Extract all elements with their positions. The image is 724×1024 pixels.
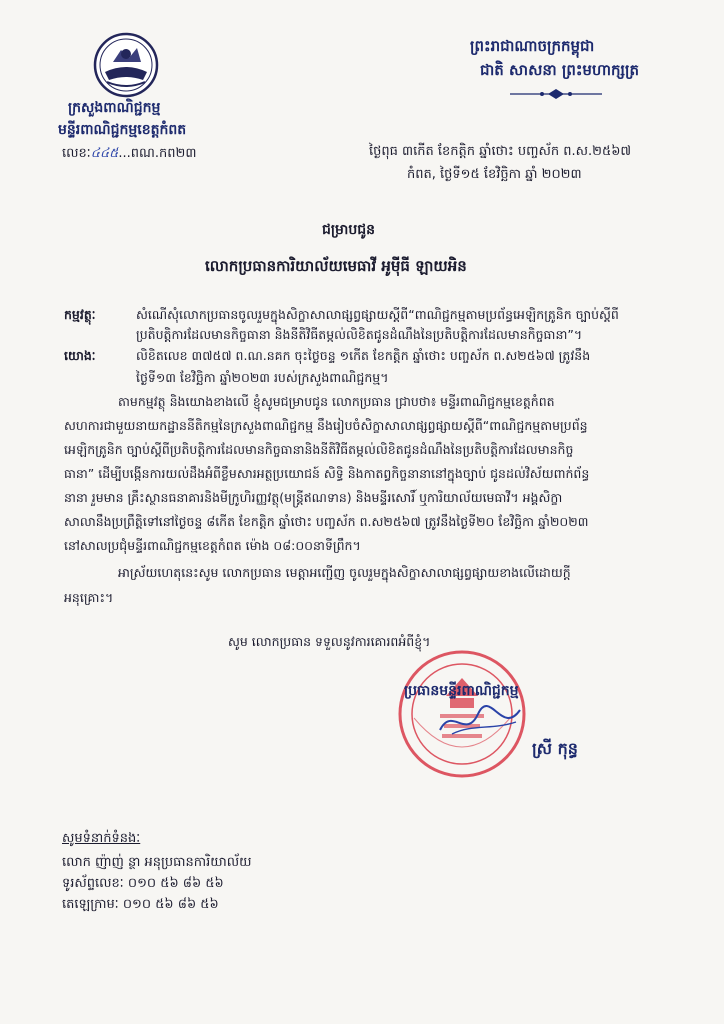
body-p1-line-3: អេឡិកត្រូនិក ច្បាប់ស្តីពីប្រតិបត្តិការដែលមានកិច្ចធានានិងនីតិវិធីតម្កល់លិខិតជូនដំណឹងនៃប្រតិបត្តិការដែលមានកិច្ច (64, 442, 574, 457)
body-p1-line-1: តាមកម្មវត្ថុ និងយោងខាងលើ ខ្ញុំសូមជម្រាបជូន លោកប្រធាន ជ្រាបថា៖ មន្ទីរពាណិជ្ជកម្មខេត្តកំពត (118, 394, 555, 409)
respectfully-heading: ជម្រាបជូន (322, 222, 376, 238)
subject-label: កម្មវត្ថុៈ (64, 307, 96, 322)
reference-label: យោងៈ (64, 348, 96, 363)
ref-suffix: ...ពណ.កព២៣ (118, 146, 197, 161)
contact-name: លោក ញ៉ាញ់ ន្ថា អនុប្រធានការិយាល័យ (62, 855, 252, 870)
body-p1-line-4: ធានា” ដើម្បីបង្កើនការយល់ដឹងអំពីខ្លឹមសារអត្ថប្រយោជន៍ សិទ្ធិ និងកាតព្វកិច្ចនានានៅក្នុងច្បាប់ ជូនដល់វិស័យពាក់ព័ន្ធ (64, 466, 590, 481)
signatory-name: ស្រី កុន្ធ (532, 739, 578, 758)
contact-telegram: តេឡេក្រាមៈ ០១០ ៥៦ ៨៦ ៥៦ (62, 897, 219, 912)
handwritten-signature (432, 700, 528, 742)
national-motto: ជាតិ សាសនា ព្រះមហាក្សត្រ (480, 61, 639, 79)
reference-line-1: លិខិតលេខ ៣៧៥៧ ព.ណ.នគក ចុះថ្ងៃចន្ទ ១កើត ខែកត្តិក ឆ្នាំថោះ បញ្ចស័ក ព.ស២៥៦៧ ត្រូវនឹង (136, 348, 591, 363)
ministry-logo (93, 32, 159, 98)
body-p1-line-7: នៅសាលប្រជុំមន្ទីរពាណិជ្ជកម្មខេត្តកំពត ម៉ោង ០៨:០០នាទីព្រឹក។ (64, 538, 361, 553)
ministry-name: ក្រសួងពាណិជ្ជកម្ម (68, 100, 161, 116)
solar-date: កំពត, ថ្ងៃទី១៥ ខែវិច្ឆិកា ឆ្នាំ ២០២៣ (407, 167, 582, 182)
body-p2-line-1: អាស្រ័យហេតុនេះសូម លោកប្រធាន មេត្តាអញ្ជើញ ចូលរួមក្នុងសិក្ខាសាលាផ្សព្វផ្សាយខាងលើដោយក្តី (118, 565, 571, 580)
subject-line-2: ប្រតិបត្តិការដែលមានកិច្ចធានា និងនីតិវិធីតម្កល់លិខិតជូនដំណឹងនៃប្រតិបត្តិការដែលមានកិច្ចធានា”។ (136, 327, 583, 342)
recipient-heading: លោកប្រធានការិយាល័យមេធាវី អូម៉ីធី ឡាយអិន (205, 257, 467, 275)
closing-line: សូម លោកប្រធាន ទទួលនូវការគោរពអំពីខ្ញុំ។ (228, 634, 431, 649)
ref-handwritten-number: ៤៤៥ (90, 146, 119, 161)
motto-ornament (508, 88, 604, 100)
reference-number (62, 145, 196, 162)
body-p1-line-6: សាលានឹងប្រព្រឹត្តិទៅនៅថ្ងៃចន្ទ ៨កើត ខែកត្តិក ឆ្នាំថោះ បញ្ចស័ក ព.ស២៥៦៧ ត្រូវនឹងថ្ងៃទី២០ ខែវិច្ឆិកា ឆ្នាំ២០២៣ (64, 514, 589, 529)
body-p1-line-5: នានា រួមមាន គ្រឹះស្ថានធនាគារនិងមីក្រូហិរញ្ញវត្ថុ(មន្ត្រីឥណទាន) និងមន្ទីរសោរិ៍ ឬការិយាល័យមេធាវី។ អង្គសិក្ខា (64, 490, 563, 505)
contact-phone: ទូរស័ព្ទលេខៈ ០១០ ៥៦ ៨៦ ៥៦ (62, 876, 224, 891)
ref-prefix: លេខៈ (62, 146, 91, 161)
kingdom-title: ព្រះរាជាណាចក្រកម្ពុជា (470, 37, 595, 55)
lunar-date: ថ្ងៃពុធ ៣កើត ខែកត្តិក ឆ្នាំថោះ បញ្ចស័ក ព.ស.២៥៦៧ (369, 144, 632, 159)
body-p2-line-2: អនុគ្រោះ។ (64, 590, 114, 605)
contact-heading: សូមទំនាក់ទំនងៈ (62, 831, 141, 846)
subject-line-1: សំណើសុំលោកប្រធានចូលរួមក្នុងសិក្ខាសាលាផ្សព្វផ្សាយស្តីពី“ពាណិជ្ជកម្មតាមប្រព័ន្ធអេឡិកត្រូនិក ច្បាប់ស្តីពី (136, 307, 619, 322)
signatory-title: ប្រធានមន្ទីរពាណិជ្ជកម្ម (404, 683, 519, 699)
body-p1-line-2: សហការជាមួយនាយកដ្ឋាននីតិកម្មនៃក្រសួងពាណិជ្ជកម្ម នឹងរៀបចំសិក្ខាសាលាផ្សព្វផ្សាយស្តីពី“ពាណិជ្ជកម្មតាមប្រព័ន្ធ (64, 418, 588, 433)
department-name: មន្ទីរពាណិជ្ជកម្មខេត្តកំពត (58, 122, 187, 138)
reference-line-2: ថ្ងៃទី១៣ ខែវិច្ឆិកា ឆ្នាំ២០២៣ របស់ក្រសួងពាណិជ្ជកម្ម។ (136, 370, 389, 385)
